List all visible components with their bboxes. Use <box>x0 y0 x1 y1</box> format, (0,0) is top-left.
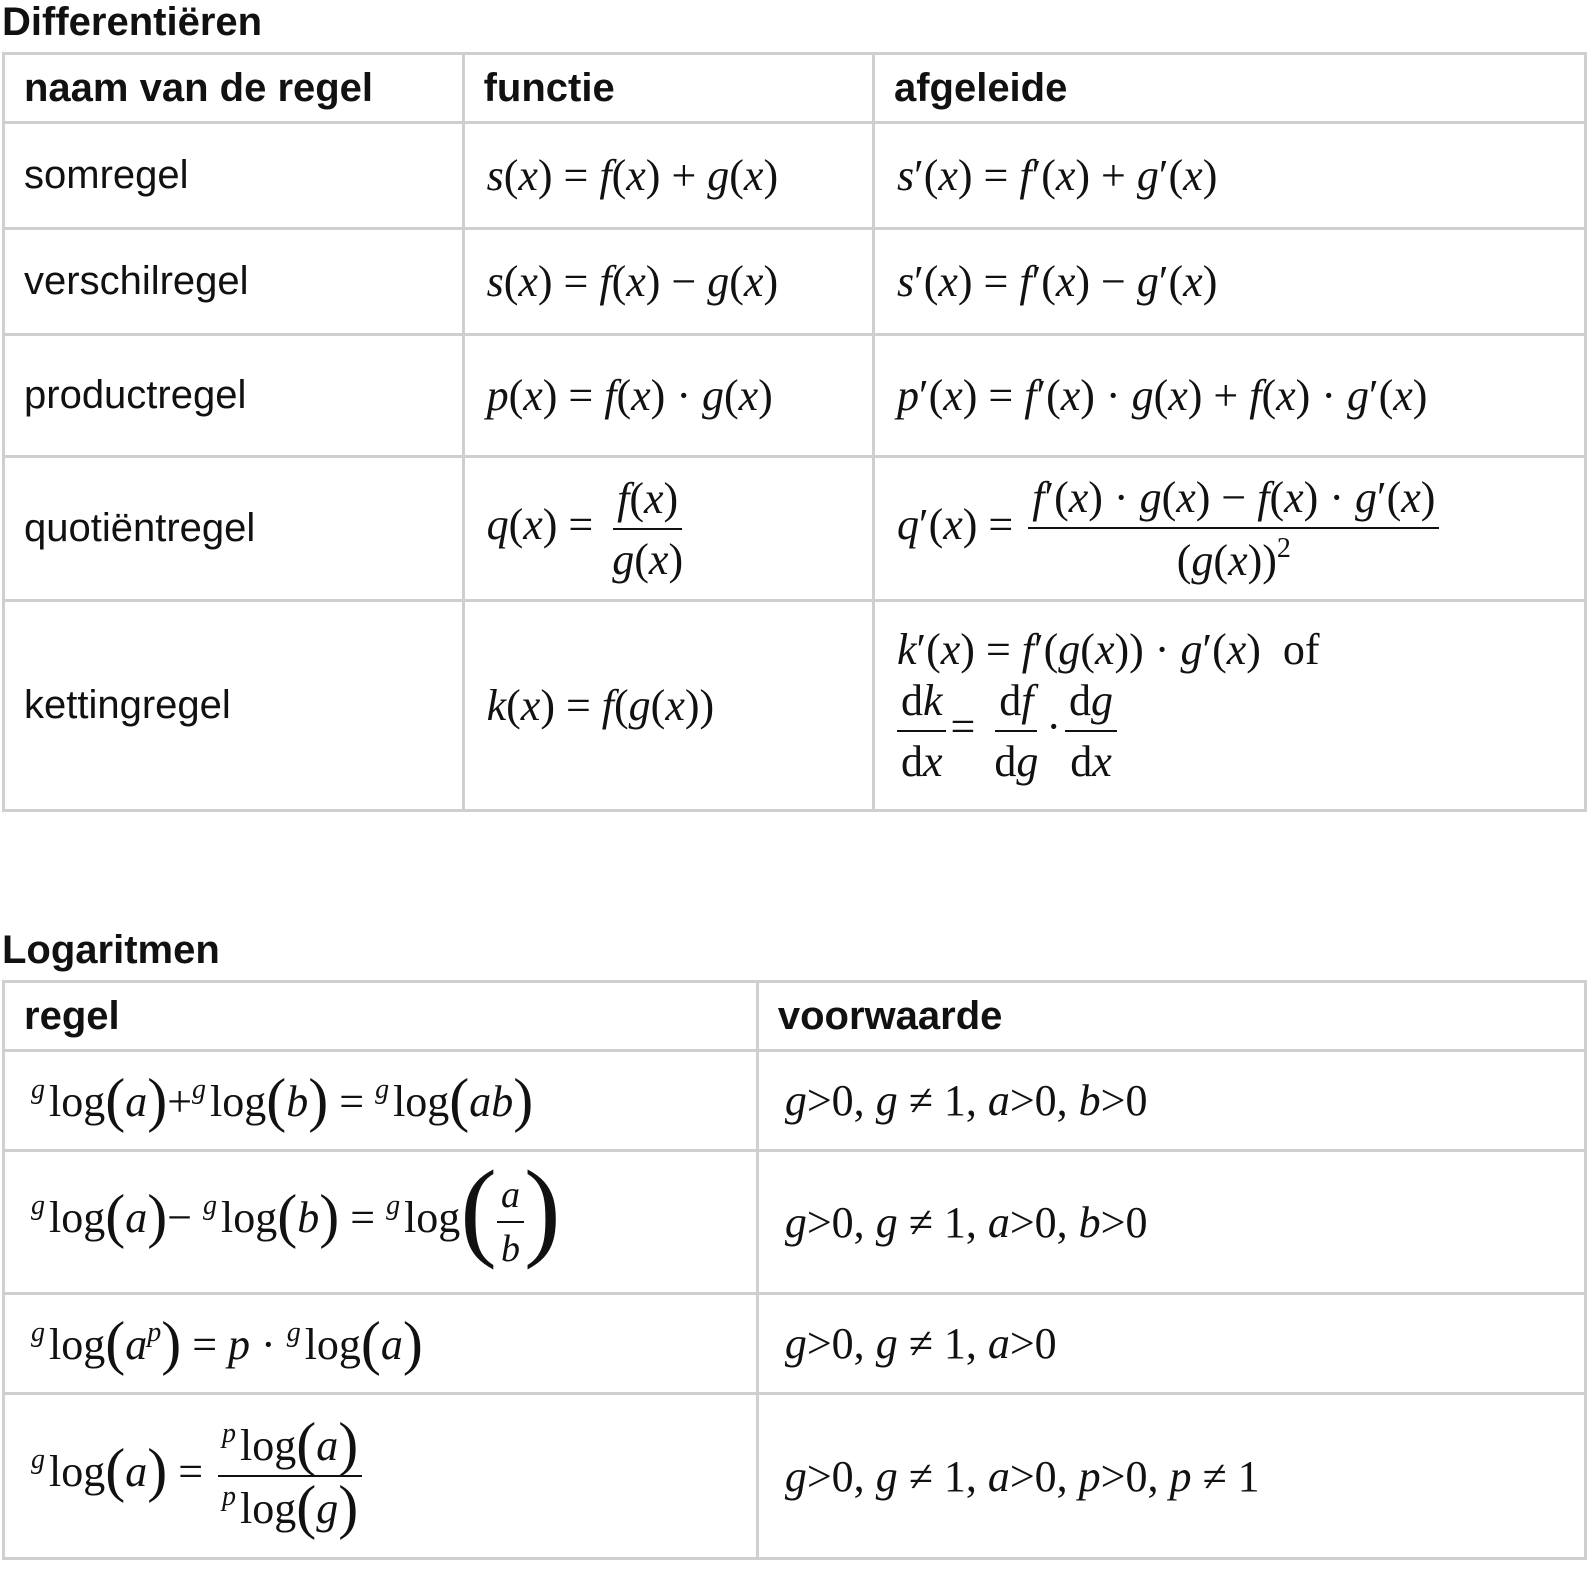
function-formula: p(x) = f(x) · g(x) <box>463 335 873 457</box>
header-derivative: afgeleide <box>873 54 1585 123</box>
header-condition: voorwaarde <box>757 982 1585 1051</box>
table-header-row <box>4 982 1586 1051</box>
function-formula: k(x) = f(g(x)) <box>463 601 873 811</box>
table-row <box>4 335 1586 457</box>
table-row <box>4 1051 1586 1151</box>
differentiate-table <box>2 52 1587 812</box>
rule-name: quotiëntregel <box>4 457 464 601</box>
table-row <box>4 601 1586 811</box>
function-formula: q(x) = $\frac{f(x)}{g(x)}$ <box>463 457 873 601</box>
header-rule-name: naam van de regel <box>4 54 464 123</box>
table-row <box>4 1151 1586 1294</box>
derivative-formula: p′(x) = f′(x) · g(x) + f(x) · g′(x) <box>873 335 1585 457</box>
derivative-formula: s′(x) = f′(x) + g′(x) <box>873 123 1585 229</box>
rule-name: somregel <box>4 123 464 229</box>
rule-name: kettingregel <box>4 601 464 811</box>
table-row <box>4 123 1586 229</box>
log-rule: $^g$log(a)+$^g$log(b) = $^g$log(ab) <box>4 1051 758 1151</box>
logarithms-title: Logaritmen <box>2 928 220 972</box>
table-row <box>4 457 1586 601</box>
derivative-formula: q′(x) = $\frac{f'(x) \cdot g(x) - f(x) \cdot g'(x)}{(g(x))^2}$ <box>873 457 1585 601</box>
log-rule: $^g$log(a) = $\frac{^p\log(a)}{^p\log(g)}$ <box>4 1394 758 1559</box>
derivative-formula: s′(x) = f′(x) − g′(x) <box>873 229 1585 335</box>
log-rule: $^g$log(a)− $^g$log(b) = $^g$log( $\frac{a}{b}$ ) <box>4 1151 758 1294</box>
table-row <box>4 229 1586 335</box>
derivative-formula: k′(x) = f′(g(x)) · g′(x) of $\frac{dk}{dx}$ = $\frac{df}{dg}$ · $\frac{dg}{dx}$ <box>873 601 1585 811</box>
or-word: of <box>1282 625 1320 674</box>
log-rule: $^g\log(a^p) = p \cdot ^g\log(a)$ <box>4 1294 758 1394</box>
log-condition: g>0, g ≠ 1, a>0, b>0 <box>757 1051 1585 1151</box>
log-condition: g>0, g ≠ 1, a>0, p>0, p ≠ 1 <box>757 1394 1585 1559</box>
differentiate-title: Differentiëren <box>2 0 263 44</box>
leibniz-formula: $\frac{dk}{dx}$ = $\frac{df}{dg}$ · $\frac{dg}{dx}$ <box>897 675 1584 787</box>
table-row <box>4 1394 1586 1559</box>
table-row <box>4 1294 1586 1394</box>
rule-name: verschilregel <box>4 229 464 335</box>
logarithms-table <box>2 980 1587 1560</box>
function-formula: s(x) = f(x) + g(x) <box>463 123 873 229</box>
log-condition: g>0, g ≠ 1, a>0, b>0 <box>757 1151 1585 1294</box>
header-function: functie <box>463 54 873 123</box>
log-condition: g>0, g ≠ 1, a>0 <box>757 1294 1585 1394</box>
header-rule: regel <box>4 982 758 1051</box>
rule-name: productregel <box>4 335 464 457</box>
function-formula: s(x) = f(x) − g(x) <box>463 229 873 335</box>
table-header-row <box>4 54 1586 123</box>
